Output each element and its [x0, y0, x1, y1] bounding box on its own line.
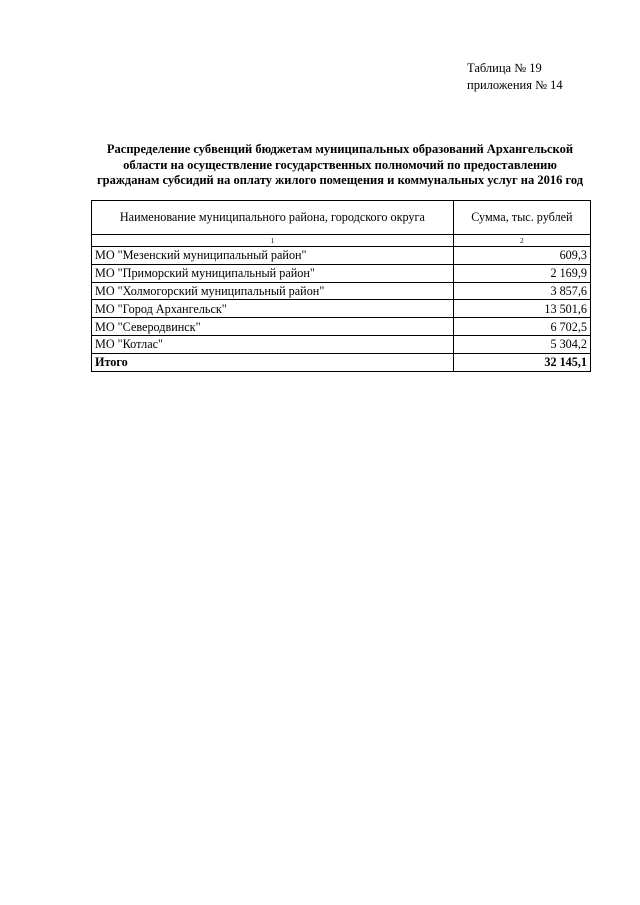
table-header-row — [92, 201, 591, 235]
row-name: МО "Северодвинск" — [92, 318, 454, 336]
total-label: Итого — [92, 353, 454, 371]
header-amount: Сумма, тыс. рублей — [453, 201, 590, 235]
row-amount: 13 501,6 — [453, 300, 590, 318]
row-amount: 2 169,9 — [453, 264, 590, 282]
row-name: МО "Котлас" — [92, 335, 454, 353]
title-line-3: гражданам субсидий на оплату жилого помещения и коммунальных услуг на 2016 год — [96, 173, 584, 187]
title-line-1: Распределение субвенций бюджетам муниципальных образований Архангельской — [106, 142, 574, 156]
total-amount: 32 145,1 — [453, 353, 590, 371]
row-name: МО "Мезенский муниципальный район" — [92, 247, 454, 265]
table-row — [92, 247, 591, 265]
document-title — [60, 142, 620, 189]
table-row — [92, 300, 591, 318]
column-number-row — [92, 235, 591, 247]
table-row — [92, 282, 591, 300]
appendix-number: приложения № 14 — [467, 78, 563, 92]
table-reference — [467, 60, 563, 94]
table-row — [92, 264, 591, 282]
header-name: Наименование муниципального района, городского округа — [92, 201, 454, 235]
subvention-table — [91, 200, 591, 372]
table-row — [92, 335, 591, 353]
title-line-2: области на осуществление государственных полномочий по предоставлению — [123, 157, 557, 172]
row-amount: 3 857,6 — [453, 282, 590, 300]
row-name: МО "Холмогорский муниципальный район" — [92, 282, 454, 300]
table-row — [92, 318, 591, 336]
row-name: МО "Приморский муниципальный район" — [92, 264, 454, 282]
table-number: Таблица № 19 — [467, 61, 542, 75]
column-number-1: 1 — [92, 235, 454, 247]
row-name: МО "Город Архангельск" — [92, 300, 454, 318]
row-amount: 6 702,5 — [453, 318, 590, 336]
row-amount: 609,3 — [453, 247, 590, 265]
row-amount: 5 304,2 — [453, 335, 590, 353]
total-row — [92, 353, 591, 371]
column-number-2: 2 — [453, 235, 590, 247]
